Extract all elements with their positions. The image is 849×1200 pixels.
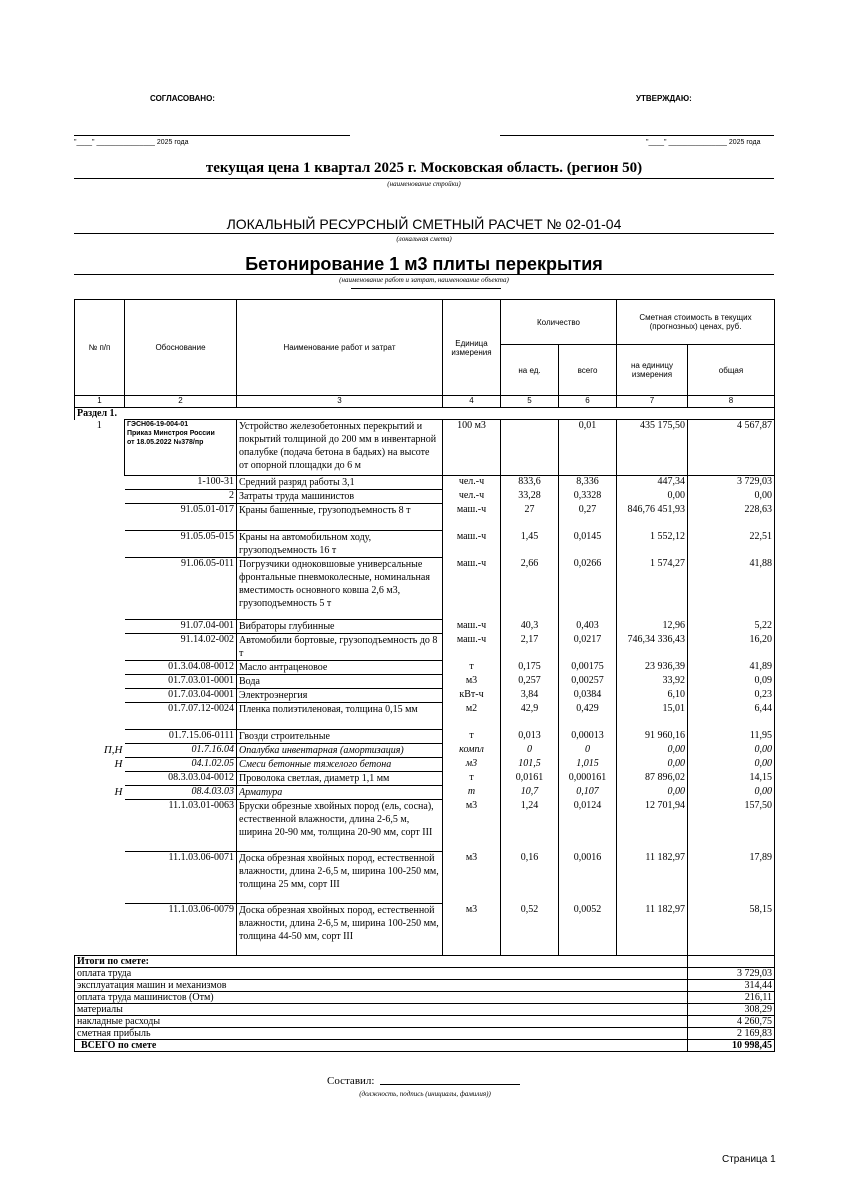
resource-per-unit: 40,3 — [501, 620, 559, 634]
grand-total-label: ВСЕГО по смете — [75, 1040, 688, 1052]
estimate-table — [74, 299, 775, 1052]
resource-per-unit: 3,84 — [501, 689, 559, 703]
main-item-name — [237, 420, 443, 476]
resource-mark — [75, 675, 125, 689]
agreed-signature-line — [74, 135, 350, 136]
resource-code: 04.1.02.05 — [125, 758, 237, 772]
resource-unit: м2 — [443, 703, 501, 730]
resource-cost-total: 17,89 — [688, 852, 775, 904]
resource-per-unit: 2,17 — [501, 634, 559, 661]
resource-code: 01.7.15.06-0111 — [125, 730, 237, 744]
total-row — [75, 1016, 775, 1028]
resource-name-text: Проволока светлая, диаметр 1,1 мм — [239, 773, 390, 784]
total-label: оплата труда машинистов (Отм) — [75, 992, 688, 1004]
resource-code: 08.3.03.04-0012 — [125, 772, 237, 786]
resource-row — [75, 661, 775, 675]
resource-row — [75, 558, 775, 620]
resource-unit: чел.-ч — [443, 476, 501, 490]
resource-name — [237, 634, 443, 661]
resource-row — [75, 620, 775, 634]
resource-row — [75, 490, 775, 504]
totals-header: Итоги по смете: — [75, 956, 688, 968]
resource-total: 0,0145 — [559, 531, 617, 558]
resource-code: 91.06.05-011 — [125, 558, 237, 620]
agreed-date: "____" _______________ 2025 года — [74, 139, 189, 146]
basis-date: от 18.05.2022 №378/пр — [127, 439, 204, 446]
resource-per-unit: 10,7 — [501, 786, 559, 800]
resource-name-text: Вибраторы глубинные — [239, 621, 335, 632]
resource-name — [237, 744, 443, 758]
resource-cost-total: 58,15 — [688, 904, 775, 956]
resource-row — [75, 531, 775, 558]
resource-mark — [75, 634, 125, 661]
header-num: № п/п — [75, 300, 125, 396]
total-value: 308,29 — [688, 1004, 775, 1016]
main-item-num: 1 — [96, 419, 102, 431]
resource-code: 11.1.03.06-0079 — [125, 904, 237, 956]
total-row — [75, 1004, 775, 1016]
resource-total: 0,00013 — [559, 730, 617, 744]
resource-row — [75, 675, 775, 689]
resource-code: 91.05.01-017 — [125, 504, 237, 531]
resource-code: 08.4.03.03 — [125, 786, 237, 800]
agreed-label: СОГЛАСОВАНО: — [150, 94, 215, 103]
resource-code: 01.7.03.01-0001 — [125, 675, 237, 689]
resource-cost-unit: 15,01 — [617, 703, 688, 730]
resource-row — [75, 634, 775, 661]
resource-total: 0,107 — [559, 786, 617, 800]
resource-unit: т — [443, 661, 501, 675]
resource-cost-unit: 12,96 — [617, 620, 688, 634]
resource-mark: Н — [114, 757, 123, 770]
grand-total-row — [75, 1040, 775, 1052]
resource-cost-unit: 12 701,94 — [617, 800, 688, 852]
resource-name-text: Опалубка инвентарная (амортизация) — [239, 745, 404, 756]
resource-per-unit: 2,66 — [501, 558, 559, 620]
approved-signature-line — [500, 135, 774, 136]
main-item-name-text: Устройство железобетонных перекрытий и покрытий толщиной до 200 мм в инвентарной опалубке (подача бетона в бадьях) на высоте от опорной площадки до 6 м — [239, 421, 437, 471]
work-caption: (наименование работ и затрат, наименование объекта) — [339, 276, 509, 284]
resource-code: 91.05.05-015 — [125, 531, 237, 558]
compiled-label: Составил: — [327, 1075, 375, 1087]
resource-total: 0,000161 — [559, 772, 617, 786]
resource-name — [237, 675, 443, 689]
total-label: оплата труда — [75, 968, 688, 980]
resource-mark — [75, 800, 125, 852]
resource-total: 1,015 — [559, 758, 617, 772]
resource-total: 0,0266 — [559, 558, 617, 620]
section-row — [75, 408, 775, 420]
resource-row — [75, 703, 775, 730]
resource-name-text: Пленка полиэтиленовая, толщина 0,15 мм — [239, 704, 418, 715]
total-row — [75, 992, 775, 1004]
resource-per-unit: 1,45 — [501, 531, 559, 558]
resource-cost-total: 22,51 — [688, 531, 775, 558]
resource-mark — [75, 476, 125, 490]
resource-mark: Н — [114, 785, 123, 798]
resource-total: 0,0124 — [559, 800, 617, 852]
col-number: 5 — [501, 396, 559, 408]
construction-underline — [74, 178, 774, 179]
resource-row — [75, 744, 775, 758]
basis-code: ГЭСН06-19-004-01 — [127, 421, 189, 428]
main-item-basis — [125, 420, 237, 476]
estimate-underline — [74, 233, 774, 234]
estimate-caption: (локальная смета) — [396, 235, 452, 243]
resource-name — [237, 730, 443, 744]
main-item-cost-unit: 435 175,50 — [617, 420, 688, 476]
resource-cost-unit: 0,00 — [617, 490, 688, 504]
resource-unit: м3 — [443, 852, 501, 904]
resource-name — [237, 800, 443, 852]
resource-name — [237, 689, 443, 703]
approved-label: УТВЕРЖДАЮ: — [636, 94, 692, 103]
resource-row — [75, 758, 775, 772]
resource-mark — [75, 689, 125, 703]
resource-name — [237, 661, 443, 675]
main-item-row — [75, 420, 775, 476]
col-number: 6 — [559, 396, 617, 408]
resource-per-unit: 1,24 — [501, 800, 559, 852]
resource-mark — [75, 730, 125, 744]
resource-name-text: Вода — [239, 676, 260, 687]
resource-unit: маш.-ч — [443, 504, 501, 531]
resource-name — [237, 758, 443, 772]
resource-per-unit: 0,0161 — [501, 772, 559, 786]
header-cost-total: общая — [688, 345, 775, 396]
work-underline — [74, 274, 774, 275]
resource-name-text: Затраты труда машинистов — [239, 491, 355, 502]
resource-cost-unit: 1 574,27 — [617, 558, 688, 620]
resource-row — [75, 852, 775, 904]
resource-cost-unit: 87 896,02 — [617, 772, 688, 786]
resource-unit: маш.-ч — [443, 620, 501, 634]
resource-name — [237, 852, 443, 904]
resource-name — [237, 504, 443, 531]
resource-per-unit: 0,013 — [501, 730, 559, 744]
totals-header-blank — [688, 956, 775, 968]
resource-total: 0,0016 — [559, 852, 617, 904]
resource-cost-unit: 11 182,97 — [617, 904, 688, 956]
resource-unit: кВт-ч — [443, 689, 501, 703]
col-number: 4 — [443, 396, 501, 408]
resource-code: 01.7.07.12-0024 — [125, 703, 237, 730]
resource-row — [75, 786, 775, 800]
resource-cost-unit: 23 936,39 — [617, 661, 688, 675]
resource-unit: м3 — [443, 758, 501, 772]
resource-per-unit: 27 — [501, 504, 559, 531]
header-basis: Обоснование — [125, 300, 237, 396]
resource-row — [75, 476, 775, 490]
resource-name — [237, 476, 443, 490]
resource-cost-unit: 91 960,16 — [617, 730, 688, 744]
resource-name-text: Доска обрезная хвойных пород, естественной влажности, длина 2-6,5 м, ширина 100-250 мм, толщина 25 мм, сорт III — [239, 853, 439, 890]
col-number: 7 — [617, 396, 688, 408]
page-number: Страница 1 — [722, 1154, 776, 1165]
total-value: 314,44 — [688, 980, 775, 992]
resource-unit: чел.-ч — [443, 490, 501, 504]
total-value: 3 729,03 — [688, 968, 775, 980]
resource-total: 0,3328 — [559, 490, 617, 504]
total-label: материалы — [75, 1004, 688, 1016]
resource-name — [237, 531, 443, 558]
total-label: эксплуатация машин и механизмов — [75, 980, 688, 992]
resource-mark — [75, 703, 125, 730]
resource-row — [75, 800, 775, 852]
estimate-title: ЛОКАЛЬНЫЙ РЕСУРСНЫЙ СМЕТНЫЙ РАСЧЕТ № 02-01-04 — [226, 216, 622, 232]
resource-cost-unit: 1 552,12 — [617, 531, 688, 558]
col-number: 2 — [125, 396, 237, 408]
resource-cost-total: 5,22 — [688, 620, 775, 634]
header-cost: Сметная стоимость в текущих (прогнозных) ценах, руб. — [617, 300, 775, 345]
resource-total: 0,0384 — [559, 689, 617, 703]
resource-cost-unit: 447,34 — [617, 476, 688, 490]
resource-total: 0,00175 — [559, 661, 617, 675]
construction-title: текущая цена 1 квартал 2025 г. Московская область. (регион 50) — [205, 160, 643, 176]
resource-total: 0 — [559, 744, 617, 758]
resource-cost-total: 3 729,03 — [688, 476, 775, 490]
resource-row — [75, 904, 775, 956]
resource-per-unit: 833,6 — [501, 476, 559, 490]
resource-name-text: Краны башенные, грузоподъемность 8 т — [239, 505, 411, 516]
resource-total: 0,403 — [559, 620, 617, 634]
resource-code: 91.14.02-002 — [125, 634, 237, 661]
resource-name — [237, 904, 443, 956]
resource-total: 0,0052 — [559, 904, 617, 956]
resource-cost-total: 16,20 — [688, 634, 775, 661]
resource-cost-total: 0,00 — [688, 758, 775, 772]
resource-mark — [75, 772, 125, 786]
resource-name-text: Арматура — [239, 787, 283, 798]
resource-name-text: Погрузчики одноковшовые универсальные фронтальные пневмоколесные, номинальная вместимость основного ковша 2,6 м3, грузоподъемность 5 т — [239, 559, 430, 609]
total-value: 2 169,83 — [688, 1028, 775, 1040]
resource-name — [237, 786, 443, 800]
col-number: 1 — [75, 396, 125, 408]
resource-unit: маш.-ч — [443, 634, 501, 661]
resource-name-text: Бруски обрезные хвойных пород (ель, сосна), естественной влажности, длина 2-6,5 м, ширина 20-90 мм, толщина 20-90 мм, сорт III — [239, 801, 434, 838]
header-unit: Единица измерения — [443, 300, 501, 396]
resource-name-text: Масло антраценовое — [239, 662, 328, 673]
header-qty: Количество — [501, 300, 617, 345]
resource-per-unit: 101,5 — [501, 758, 559, 772]
resource-unit: т — [443, 730, 501, 744]
resource-mark: П,Н — [103, 743, 123, 756]
resource-cost-total: 0,00 — [688, 786, 775, 800]
resource-row — [75, 730, 775, 744]
compiled-caption: (должность, подпись (инициалы, фамилия)) — [359, 1090, 491, 1098]
col-number: 3 — [237, 396, 443, 408]
resource-name — [237, 772, 443, 786]
header-name: Наименование работ и затрат — [237, 300, 443, 396]
header-per-unit: на ед. — [501, 345, 559, 396]
resource-name-text: Электроэнергия — [239, 690, 308, 701]
resource-cost-unit: 0,00 — [617, 758, 688, 772]
resource-per-unit: 0,52 — [501, 904, 559, 956]
resource-unit: маш.-ч — [443, 558, 501, 620]
resource-name-text: Смеси бетонные тяжелого бетона — [239, 759, 392, 770]
resource-cost-unit: 746,34 336,43 — [617, 634, 688, 661]
resource-name-text: Гвозди строительные — [239, 731, 330, 742]
resource-unit: компл — [443, 744, 501, 758]
resource-row — [75, 772, 775, 786]
resource-name — [237, 620, 443, 634]
resource-row — [75, 689, 775, 703]
resource-unit: т — [443, 786, 501, 800]
main-item-per-unit — [501, 420, 559, 476]
resource-mark — [75, 661, 125, 675]
column-numbers-row — [75, 396, 775, 408]
resource-total: 0,00257 — [559, 675, 617, 689]
resource-name — [237, 558, 443, 620]
resource-cost-unit: 6,10 — [617, 689, 688, 703]
main-item-unit: 100 м3 — [443, 420, 501, 476]
resource-code: 11.1.03.06-0071 — [125, 852, 237, 904]
resource-mark — [75, 490, 125, 504]
resource-cost-total: 0,23 — [688, 689, 775, 703]
resource-cost-total: 228,63 — [688, 504, 775, 531]
header-cost-unit: на единицу измерения — [617, 345, 688, 396]
resource-cost-unit: 11 182,97 — [617, 852, 688, 904]
resource-cost-total: 41,88 — [688, 558, 775, 620]
total-row — [75, 1028, 775, 1040]
resource-name — [237, 490, 443, 504]
total-value: 216,11 — [688, 992, 775, 1004]
main-item-total: 0,01 — [559, 420, 617, 476]
resource-cost-unit: 0,00 — [617, 786, 688, 800]
total-value: 4 260,75 — [688, 1016, 775, 1028]
resource-mark — [75, 852, 125, 904]
resource-per-unit: 0,175 — [501, 661, 559, 675]
resource-name-text: Автомобили бортовые, грузоподъемность до 8 т — [239, 635, 438, 659]
resource-cost-unit: 0,00 — [617, 744, 688, 758]
resource-unit: м3 — [443, 675, 501, 689]
resource-mark — [75, 531, 125, 558]
resource-per-unit: 0,257 — [501, 675, 559, 689]
resource-total: 0,27 — [559, 504, 617, 531]
grand-total-value: 10 998,45 — [688, 1040, 775, 1052]
resource-cost-total: 14,15 — [688, 772, 775, 786]
resource-name-text: Средний разряд работы 3,1 — [239, 477, 355, 488]
resource-code: 2 — [125, 490, 237, 504]
resource-total: 8,336 — [559, 476, 617, 490]
work-caption-underline — [351, 288, 501, 289]
work-title: Бетонирование 1 м3 плиты перекрытия — [245, 254, 603, 274]
resource-unit: м3 — [443, 800, 501, 852]
totals-header-row — [75, 956, 775, 968]
col-number: 8 — [688, 396, 775, 408]
resource-code: 01.3.04.08-0012 — [125, 661, 237, 675]
total-label: накладные расходы — [75, 1016, 688, 1028]
resource-mark — [75, 504, 125, 531]
resource-code: 01.7.16.04 — [125, 744, 237, 758]
resource-code: 1-100-31 — [125, 476, 237, 490]
resource-mark — [75, 620, 125, 634]
resource-cost-total: 0,09 — [688, 675, 775, 689]
resource-name — [237, 703, 443, 730]
resource-cost-unit: 33,92 — [617, 675, 688, 689]
resource-cost-total: 0,00 — [688, 744, 775, 758]
resource-per-unit: 42,9 — [501, 703, 559, 730]
resource-cost-total: 157,50 — [688, 800, 775, 852]
resource-cost-total: 41,89 — [688, 661, 775, 675]
basis-order: Приказ Минстроя России — [127, 430, 215, 437]
section-title: Раздел 1. — [75, 408, 775, 420]
resource-per-unit: 0 — [501, 744, 559, 758]
compiled-signature-line — [380, 1084, 520, 1085]
resource-total: 0,0217 — [559, 634, 617, 661]
resource-unit: м3 — [443, 904, 501, 956]
resource-code: 01.7.03.04-0001 — [125, 689, 237, 703]
approved-date: "____" _______________ 2025 года — [646, 139, 761, 146]
resource-cost-total: 6,44 — [688, 703, 775, 730]
resource-cost-unit: 846,76 451,93 — [617, 504, 688, 531]
header-total: всего — [559, 345, 617, 396]
total-row — [75, 968, 775, 980]
resource-unit: маш.-ч — [443, 531, 501, 558]
resource-cost-total: 0,00 — [688, 490, 775, 504]
construction-caption: (наименование стройки) — [387, 180, 461, 188]
total-label: сметная прибыль — [75, 1028, 688, 1040]
resource-mark — [75, 904, 125, 956]
resource-unit: т — [443, 772, 501, 786]
resource-per-unit: 33,28 — [501, 490, 559, 504]
resource-cost-total: 11,95 — [688, 730, 775, 744]
resource-total: 0,429 — [559, 703, 617, 730]
resource-code: 11.1.03.01-0063 — [125, 800, 237, 852]
resource-per-unit: 0,16 — [501, 852, 559, 904]
resource-code: 91.07.04-001 — [125, 620, 237, 634]
resource-row — [75, 504, 775, 531]
main-item-cost-total: 4 567,87 — [688, 420, 775, 476]
total-row — [75, 980, 775, 992]
resource-mark — [75, 558, 125, 620]
resource-name-text: Краны на автомобильном ходу, грузоподъемность 16 т — [239, 532, 372, 556]
resource-name-text: Доска обрезная хвойных пород, естественной влажности, длина 2-6,5 м, ширина 100-250 мм, толщина 44-50 мм, сорт III — [239, 905, 439, 942]
